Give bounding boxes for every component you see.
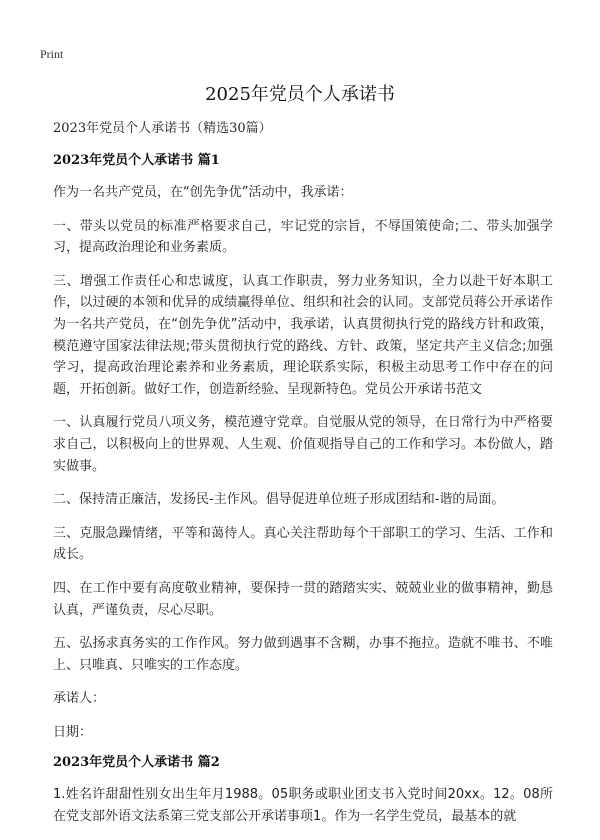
signatory-line: 承诺人： [53, 691, 106, 707]
paragraph: 作为一名共产党员，在“创先争优”活动中，我承诺： [53, 185, 353, 200]
section-heading-1: 2023年党员个人承诺书 篇1 [53, 153, 220, 168]
print-link[interactable]: Print [40, 47, 64, 61]
paragraph: 三、增强工作责任心和忠诚度，认真工作职责，努力业务知识，全力以赴干好本职工作，以过硬的本领和优异的成绩赢得单位、组织和社会的认同。支部党员蒋公开承诺作为一名共产党员，在“创先争优”活动中，我承诺，认真贯彻执行党的路线方针和政策，模范遵守国家法律法规;带头贯彻执行党的路线、方针、政策，坚定共产主义信念;加强学习，提高政治理论素养和业务素质，理论联系实际，积极主动思考工作中存在的问题，开拓创新。做好工作，创造新经验、呈现新特色。党员公开承诺书范文 [53, 273, 553, 397]
document-body [53, 121, 553, 840]
paragraph: 一、认真履行党员八项义务，模范遵守党章。自觉服从党的领导，在日常行为中严格要求自己，以积极向上的世界观、人生观、价值观指导自己的工作和学习。本份做人，踏实做事。 [53, 415, 553, 474]
date-line: 日期： [53, 724, 93, 740]
document-subtitle: 2023年党员个人承诺书（精选30篇） [53, 121, 272, 136]
paragraph: 二、保持清正廉洁，发扬民-主作风。倡导促进单位班子形成团结和-谐的局面。 [53, 492, 505, 508]
paragraph: 三、克服急躁情绪，平等和蔼待人。真心关注帮助每个干部职工的学习、生活、工作和成长。 [53, 525, 553, 563]
section-heading-2: 2023年党员个人承诺书 篇2 [53, 755, 220, 771]
paragraph: 四、在工作中要有高度敬业精神，要保持一贯的踏踏实实、兢兢业业的做事精神，勤恳认真，严谨负责，尽心尽职。 [53, 580, 553, 618]
paragraph: 五、弘扬求真务实的工作作风。努力做到遇事不含糊，办事不拖拉。造就不唯书、不唯上、只唯真、只唯实的工作态度。 [53, 636, 553, 673]
document-title: 2025年党员个人承诺书 [205, 84, 395, 105]
paragraph: 1.姓名许甜甜性别女出生年月1988。05职务或职业团支书入党时间20xx。12。08所在党支部外语文法系第三党支部公开承诺事项1。作为一名学生党员，最基本的就 [53, 787, 553, 825]
paragraph: 一、带头以党员的标准严格要求自己，牢记党的宗旨，不辱国策使命;二、带头加强学习，提高政治理论和业务素质。 [53, 218, 553, 256]
